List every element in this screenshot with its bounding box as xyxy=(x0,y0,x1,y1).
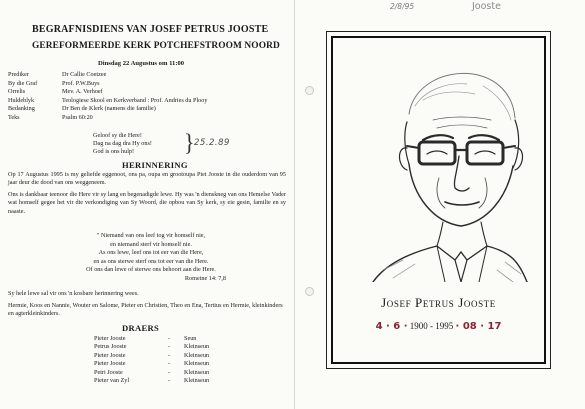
program-value: Mev. A. Verhoef xyxy=(62,88,103,96)
bearer-role: Kleinseun xyxy=(184,343,210,351)
quote-line: " Niemand van ons leef tog vir homself nie, xyxy=(96,232,206,239)
program-label: Teks xyxy=(8,113,20,121)
bearer-role: Seun xyxy=(184,335,197,342)
quote-line: Of ons dan lewe of sterwe ons behoort aan die Here. xyxy=(86,266,216,274)
program-list xyxy=(8,71,288,123)
program-row xyxy=(8,114,288,123)
handwritten-note-name: Jooste xyxy=(472,1,501,12)
program-row xyxy=(8,88,288,97)
program-label: Prediker xyxy=(8,71,29,78)
service-date: Dinsdag 22 Augustus om 11:00 xyxy=(98,60,185,67)
life-dates xyxy=(333,321,544,332)
page-fold xyxy=(294,0,295,409)
bearer-dash: - xyxy=(167,376,171,384)
punch-hole xyxy=(305,287,314,296)
portrait-drawing xyxy=(363,56,533,282)
bearer-dash: - xyxy=(167,351,171,359)
program-value: Dr Ben de Klerk (namens die familie) xyxy=(62,105,156,113)
hymn-line: Geloof sy die Here! xyxy=(93,132,142,139)
bearer-dash: - xyxy=(167,335,171,342)
quote-reference: Romeine 14: 7,8 xyxy=(184,274,226,282)
program-value: Dr Callie Coetzee xyxy=(62,71,107,78)
program-row xyxy=(8,71,288,80)
program-row xyxy=(8,97,288,106)
program-row xyxy=(8,80,288,89)
quote-line: en niemand sterf vir homself nie. xyxy=(110,240,192,248)
life-years: 1900 - 1995 xyxy=(409,321,454,331)
handwritten-note-date: 2/8/95 xyxy=(390,2,415,11)
program-label: Orrelis xyxy=(8,88,26,96)
bearer-role: Kleinseun xyxy=(184,376,210,384)
program-page xyxy=(6,6,290,406)
memory-title: HERINNERING xyxy=(122,160,188,170)
handwritten-birth: 4 · 6 · xyxy=(375,321,408,332)
quote-line: en as ons sterwe sterf ons tot eer van die Here. xyxy=(93,257,209,265)
program-row xyxy=(8,105,288,114)
family-signature: Hermie, Koos en Nannie, Wouter en Salome, Pieter en Christien, Theo en Ena, Tertius en Hermie, kleinkinders en agterkleinkinders. xyxy=(8,302,283,318)
scripture-quote xyxy=(66,232,236,284)
handwritten-date: 25.2.89 xyxy=(194,138,230,148)
bearer-name: Pieter Jooste xyxy=(94,360,126,368)
program-label: Huldeblyk xyxy=(8,96,35,104)
bearer-row xyxy=(94,360,254,368)
church-heading: GEREFORMEERDE KERK POTCHEFSTROOM NOORD xyxy=(32,41,280,51)
deceased-name: Josef Petrus Jooste xyxy=(381,295,496,310)
bearers-title: DRAERS xyxy=(122,323,160,333)
bearer-row xyxy=(94,369,254,377)
bearer-row xyxy=(94,377,254,385)
handwritten-death: · 08 · 17 xyxy=(455,321,502,332)
bearer-row xyxy=(94,343,254,351)
bearer-row xyxy=(94,335,254,343)
program-value: Teologiese Skool en Kerkverband : Prof. Andries du Plooy xyxy=(62,96,208,104)
punch-hole xyxy=(305,86,314,95)
closing-line: Sy hele lewe sal vir ons 'n kosbare herinnering wees. xyxy=(8,290,139,297)
bearer-name: Pieter Jooste xyxy=(94,351,126,359)
bearer-name: Pieter van Zyl xyxy=(94,376,130,384)
hymn-line: Dag na dag dra Hy ons! xyxy=(93,140,152,147)
bearer-role: Kleinseun xyxy=(184,360,210,368)
portrait-border xyxy=(331,36,546,364)
program-value: Psalm 60:20 xyxy=(62,113,93,121)
bearer-role: Kleinseun xyxy=(184,351,210,359)
program-label: By die Graf xyxy=(8,79,38,87)
bearer-name: Petri Jooste xyxy=(94,368,123,376)
program-label: Bedanking xyxy=(8,105,35,113)
hymn-line: God is ons hulp! xyxy=(93,148,135,155)
brace-mark: } xyxy=(184,128,195,157)
portrait-frame xyxy=(326,31,551,369)
quote-line: As ons lewe, leef ons tot eer van die Here, xyxy=(98,249,204,257)
bearer-name: Pieter Jooste xyxy=(94,335,126,342)
program-value: Prof. P.W.Buys xyxy=(62,79,100,87)
bearer-row xyxy=(94,352,254,360)
bearer-role: Kleinseun xyxy=(184,368,210,376)
bearers-list xyxy=(94,335,254,385)
service-heading: BEGRAFNISDIENS VAN JOSEF PETRUS JOOSTE xyxy=(32,24,269,35)
memory-paragraph: Ons is dankbaar teenoor die Here vir sy lang en begenadigde lewe. Hy was 'n dienskneg van ons Hemelse Vader wat homself gegee het vir die verkondiging van Sy Woord, die opbou van Sy kerk, sy eie gesin, familie en sy naaste. xyxy=(8,191,286,215)
bearer-dash: - xyxy=(167,360,171,368)
memory-paragraph: Op 17 Augustus 1995 is my geliefde eggenoot, ons pa, oupa en grootoupa Piet Jooste in die ouderdom van 95 jaar deur die dood van ons weggeneem. xyxy=(8,171,286,187)
bearer-dash: - xyxy=(167,343,171,351)
hymn-lines xyxy=(93,132,152,156)
bearer-name: Petrus Jooste xyxy=(94,343,127,351)
bearer-dash: - xyxy=(167,368,171,376)
